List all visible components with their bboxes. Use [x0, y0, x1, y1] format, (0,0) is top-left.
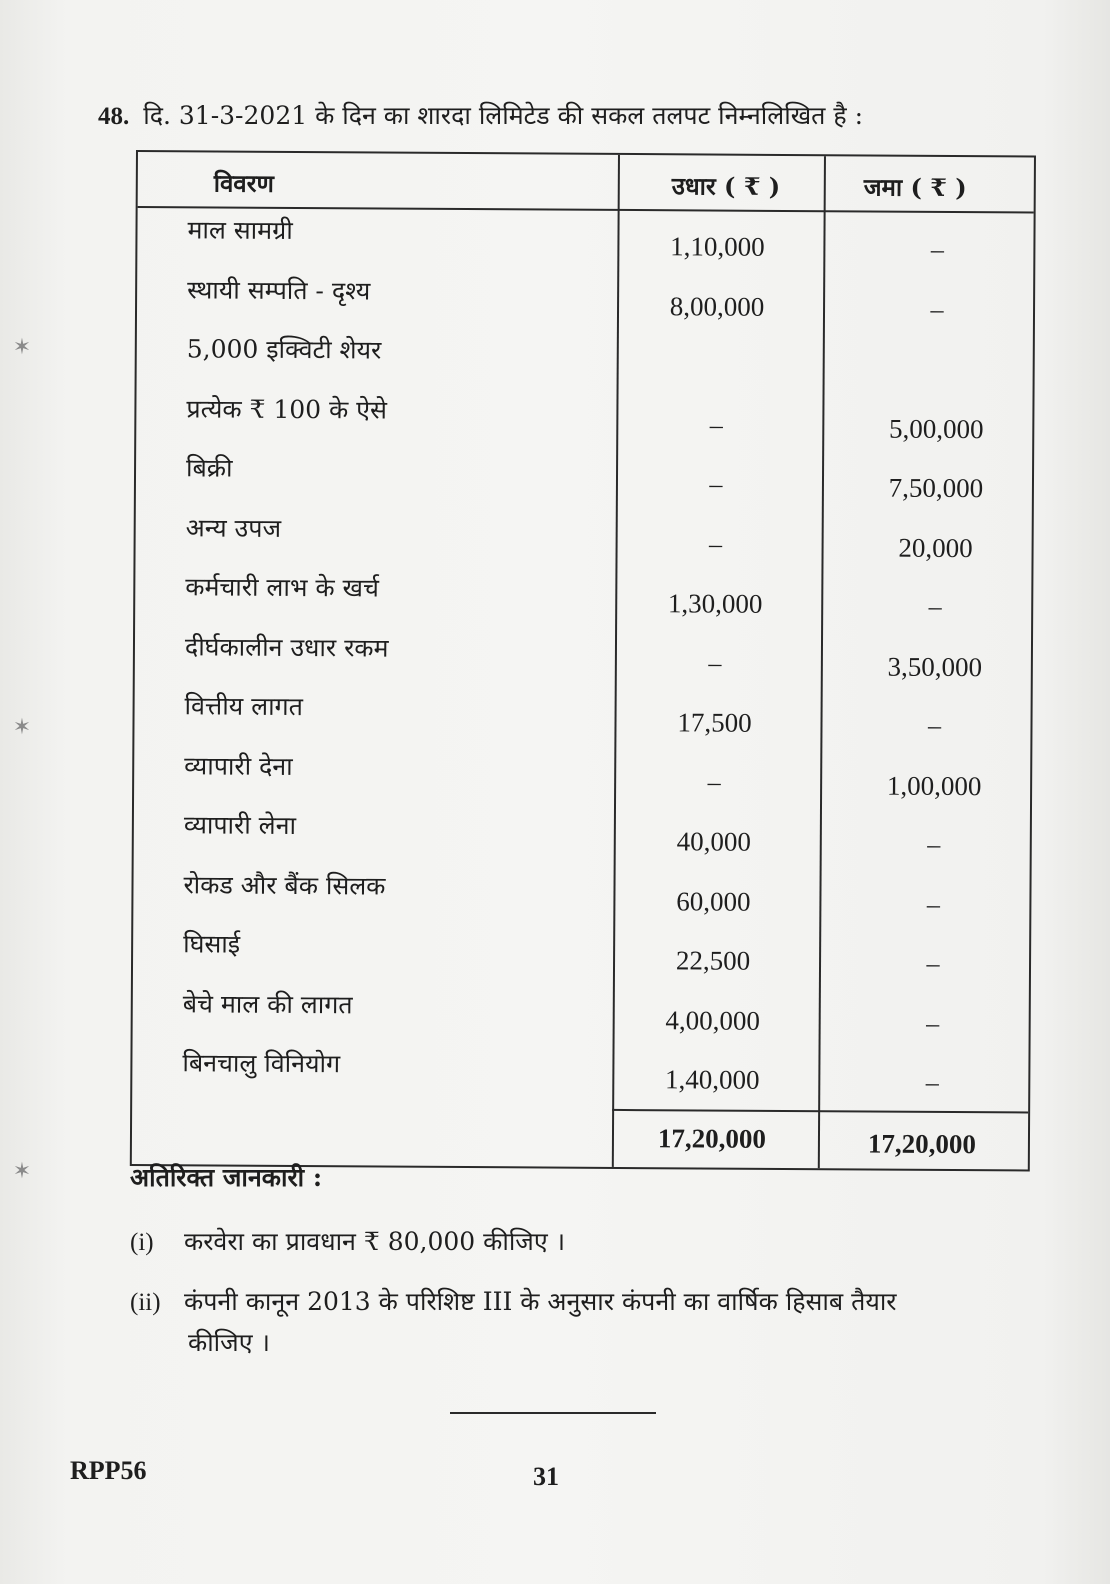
row-description: अन्य उपज — [185, 512, 282, 543]
row-debit — [637, 350, 797, 351]
table-row — [137, 331, 1033, 396]
row-description: व्यापारी लेना — [183, 810, 297, 840]
table-row — [133, 985, 1029, 1050]
row-description: घिसाई — [183, 929, 241, 959]
item-text: करवेरा का प्रावधान ₹ 80,000 कीजिए । — [184, 1227, 566, 1256]
total-debit: 17,20,000 — [657, 1123, 767, 1154]
table-row — [136, 391, 1032, 456]
question-statement — [98, 96, 1018, 137]
row-debit: – — [709, 529, 723, 559]
table-row — [135, 629, 1031, 694]
row-debit: 40,000 — [676, 826, 752, 857]
table-row — [135, 569, 1031, 634]
page-number: 31 — [533, 1462, 559, 1491]
row-description: कर्मचारी लाभ के खर्च — [185, 572, 379, 603]
row-debit: 1,40,000 — [664, 1064, 760, 1095]
row-description: दीर्घकालीन उधार रकम — [184, 631, 389, 663]
additional-info-item — [130, 1282, 897, 1363]
row-debit: 22,500 — [675, 945, 751, 976]
row-credit: – — [930, 294, 944, 324]
row-credit: – — [927, 710, 942, 740]
table-row — [134, 748, 1030, 813]
row-credit: – — [926, 1008, 940, 1038]
row-description: बेचे माल की लागत — [182, 988, 353, 1019]
row-credit: 5,00,000 — [888, 413, 984, 444]
table-row — [133, 866, 1029, 931]
row-debit: 4,00,000 — [665, 1004, 761, 1036]
question-text: दि. 31-3-2021 के दिन का शारदा लिमिटेड की सकल तलपट निम्नलिखित है : — [143, 101, 863, 130]
row-debit: 1,10,000 — [670, 231, 765, 262]
row-debit: 17,500 — [677, 707, 752, 738]
question-number: 48. — [98, 103, 130, 130]
table-row — [135, 510, 1031, 575]
item-text: कंपनी कानून 2013 के परिशिष्ट III के अनुसार कंपनी का वार्षिक हिसाब तैयार — [184, 1287, 897, 1316]
paper-code: RPP56 — [70, 1456, 147, 1485]
row-description: रोकड और बैंक सिलक — [183, 869, 386, 901]
trial-balance-table — [130, 150, 1036, 1171]
table-row — [134, 688, 1030, 753]
row-credit: – — [926, 889, 940, 919]
punch-hole-mark: ✶ — [12, 715, 32, 740]
row-credit — [847, 353, 1027, 354]
row-credit: 20,000 — [898, 532, 973, 563]
additional-info-heading: अतिरिक्त जानकारी : — [130, 1163, 323, 1192]
row-credit: – — [930, 234, 944, 264]
row-debit: – — [709, 410, 723, 440]
item-text-continued: कीजिए । — [188, 1328, 270, 1357]
row-debit: 60,000 — [676, 885, 751, 917]
row-credit: – — [926, 948, 940, 978]
table-row — [134, 807, 1030, 872]
row-credit: – — [925, 1067, 939, 1097]
table-row — [132, 1045, 1028, 1110]
item-marker: (ii) — [130, 1289, 161, 1316]
table-row — [137, 272, 1033, 337]
row-description: माल सामग्री — [187, 215, 293, 245]
row-description: बिक्री — [185, 453, 233, 483]
header-debit: उधार ( ₹ ) — [671, 171, 781, 201]
row-debit: – — [708, 648, 722, 678]
end-rule — [450, 1412, 656, 1414]
row-credit: 1,00,000 — [886, 770, 982, 801]
punch-hole-mark: ✶ — [12, 335, 32, 360]
header-particulars: विवरण — [213, 168, 274, 198]
row-debit: – — [709, 469, 723, 499]
row-debit: 8,00,000 — [669, 290, 765, 322]
item-marker: (i) — [130, 1229, 154, 1256]
row-description: 5,000 इक्विटी शेयर — [186, 334, 382, 365]
row-credit: 7,50,000 — [888, 472, 984, 504]
header-credit: जमा ( ₹ ) — [863, 172, 967, 203]
row-debit: 1,30,000 — [667, 588, 763, 619]
additional-info-item — [130, 1222, 565, 1263]
row-description: व्यापारी देना — [184, 750, 293, 781]
table-row — [137, 212, 1033, 277]
row-debit: – — [707, 767, 721, 797]
row-credit: – — [928, 591, 942, 621]
table-row — [133, 926, 1029, 991]
table-row — [136, 450, 1032, 515]
row-description: स्थायी सम्पति - दृश्य — [187, 274, 371, 305]
row-credit: – — [927, 829, 941, 859]
punch-hole-mark: ✶ — [12, 1159, 32, 1184]
row-description: बिनचालु विनियोग — [182, 1048, 341, 1079]
row-credit: 3,50,000 — [887, 651, 983, 682]
row-description: प्रत्येक ₹ 100 के ऐसे — [186, 393, 388, 425]
total-credit: 17,20,000 — [867, 1128, 977, 1160]
row-description: वित्तीय लागत — [184, 691, 304, 722]
